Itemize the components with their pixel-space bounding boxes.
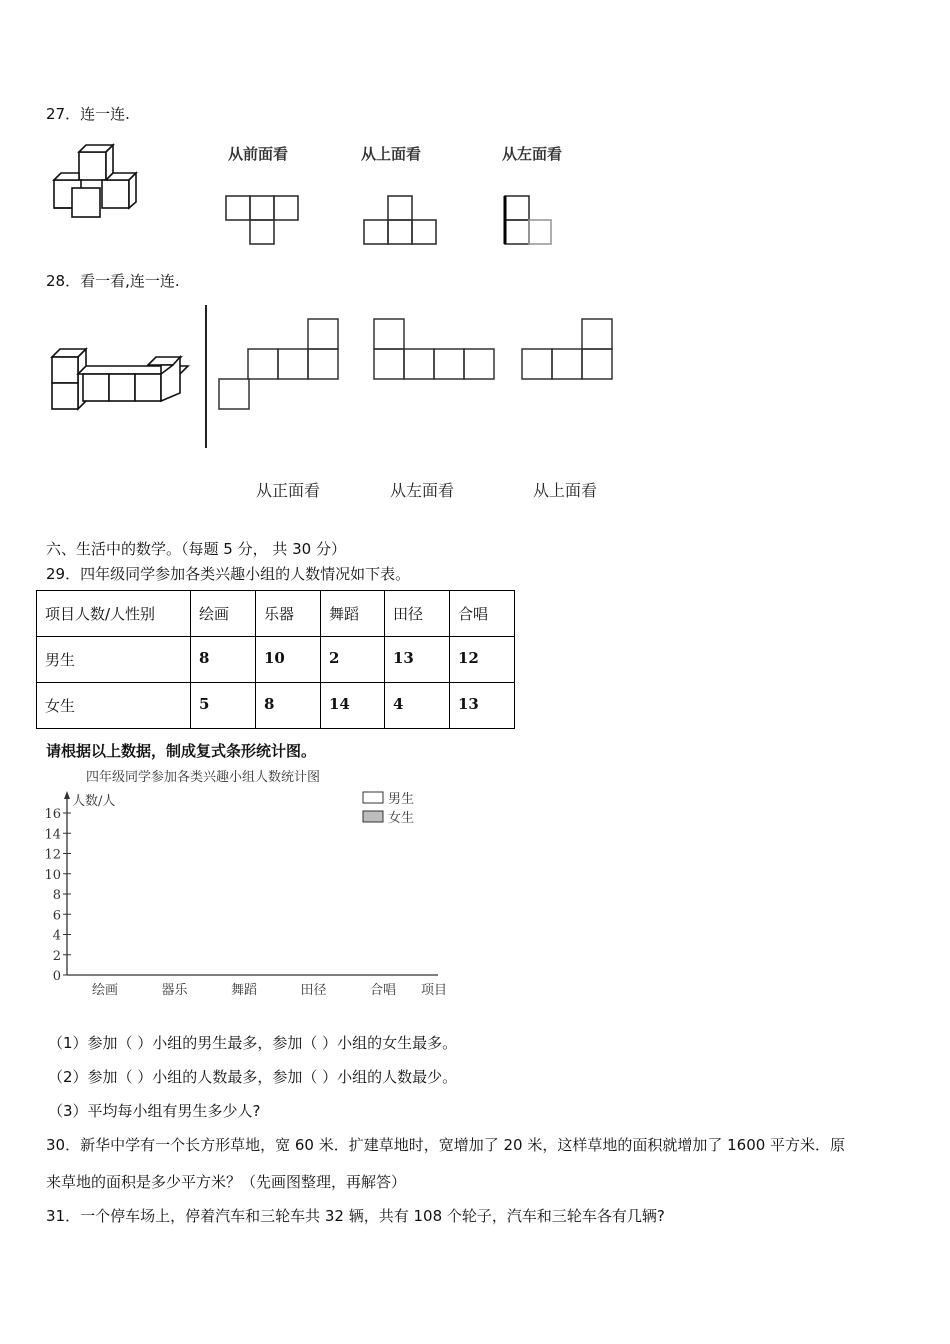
- chart-y-tick-label: 4: [52, 928, 61, 944]
- q27-view-front-label: 从前面看: [228, 145, 289, 163]
- table-cell: 8: [191, 637, 256, 683]
- table-cell: 13: [385, 637, 450, 683]
- q29-data-table: [36, 590, 515, 729]
- q27-view-top-label: 从上面看: [361, 145, 422, 163]
- q28-divider-line: [205, 305, 207, 448]
- chart-x-tick-label: 田径: [300, 983, 327, 998]
- q28-view-top-label: 从上面看: [533, 481, 598, 500]
- table-cell: 10: [256, 637, 321, 683]
- q28-view-left-label: 从左面看: [390, 481, 455, 500]
- chart-x-tick-label: 器乐: [161, 983, 188, 998]
- chart-y-tick-label: 6: [52, 908, 61, 924]
- table-cell: 4: [385, 683, 450, 729]
- table-header-cell: 乐器: [256, 591, 321, 637]
- q27-view-left-shape: [503, 195, 559, 247]
- q28-view-shape-3: [521, 318, 617, 382]
- chart-legend-swatch: [363, 811, 383, 822]
- q27-view-left-label: 从左面看: [502, 145, 563, 163]
- table-cell: 5: [191, 683, 256, 729]
- chart-y-tick-label: 2: [52, 948, 61, 964]
- q27-title: 27．连一连.: [46, 105, 130, 123]
- chart-y-tick-label: 16: [44, 807, 61, 822]
- chart-x-label: 项目: [420, 983, 448, 998]
- q28-view-front-label: 从正面看: [256, 481, 321, 500]
- q29-sub3: （3）平均每小组有男生多少人?: [48, 1102, 261, 1120]
- chart-y-tick-label: 10: [44, 867, 61, 883]
- q30-line2: 来草地的面积是多少平方米？（先画图整理，再解答）: [46, 1173, 407, 1191]
- chart-y-axis-arrow: [64, 791, 70, 799]
- chart-y-tick-label: 14: [44, 827, 61, 843]
- chart-y-label: 人数/人: [72, 794, 116, 809]
- q28-view-shape-2: [372, 318, 498, 382]
- table-header-cell: 合唱: [450, 591, 515, 637]
- section6-title: 六、生活中的数学。（每题 5 分， 共 30 分）: [46, 540, 346, 558]
- q27-cube-stack-figure: [50, 140, 150, 222]
- table-cell: 2: [321, 637, 385, 683]
- q27-view-front-shape: [225, 195, 305, 247]
- table-header-cell: 田径: [385, 591, 450, 637]
- chart-legend-swatch: [363, 792, 383, 803]
- q28-cube-row-figure: [48, 345, 188, 415]
- table-row: [37, 683, 515, 729]
- chart-x-tick-label: 合唱: [369, 983, 397, 998]
- q31-text: 31．一个停车场上，停着汽车和三轮车共 32 辆，共有 108 个轮子，汽车和三轮车各有几辆?: [46, 1207, 665, 1225]
- table-header-cell: 绘画: [191, 591, 256, 637]
- table-row: [37, 637, 515, 683]
- q30-line1: 30．新华中学有一个长方形草地，宽 60 米．扩建草地时，宽增加了 20 米，这样草地的面积就增加了 1600 平方米．原: [46, 1136, 846, 1154]
- chart-x-tick-label: 舞蹈: [230, 983, 258, 998]
- chart-title: 四年级同学参加各类兴趣小组人数统计图: [86, 770, 321, 785]
- chart-legend-label: 男生: [388, 792, 415, 807]
- chart-y-tick-label: 0: [52, 969, 61, 984]
- chart-legend-label: 女生: [388, 811, 415, 826]
- table-row-label: 男生: [37, 637, 191, 683]
- chart-y-tick-label: 8: [52, 888, 61, 903]
- table-cell: 13: [450, 683, 515, 729]
- q27-view-top-shape: [363, 195, 443, 247]
- q29-bar-chart: [30, 765, 470, 1005]
- q29-instruction: 请根据以上数据，制成复式条形统计图。: [46, 742, 317, 760]
- table-header-cell: 舞蹈: [321, 591, 385, 637]
- q29-title: 29．四年级同学参加各类兴趣小组的人数情况如下表。: [46, 565, 411, 583]
- chart-y-tick-label: 12: [44, 847, 61, 863]
- q28-title: 28．看一看,连一连.: [46, 272, 180, 290]
- q29-sub2: （2）参加（ ）小组的人数最多，参加（ ）小组的人数最少。: [48, 1068, 458, 1086]
- q29-sub1: （1）参加（ ）小组的男生最多，参加（ ）小组的女生最多。: [48, 1034, 458, 1052]
- table-cell: 14: [321, 683, 385, 729]
- table-header-cell: 项目人数/人性别: [37, 591, 191, 637]
- table-row-label: 女生: [37, 683, 191, 729]
- table-cell: 8: [256, 683, 321, 729]
- table-header-row: [37, 591, 515, 637]
- table-cell: 12: [450, 637, 515, 683]
- chart-x-tick-label: 绘画: [91, 983, 119, 998]
- q28-view-shape-1: [218, 318, 342, 412]
